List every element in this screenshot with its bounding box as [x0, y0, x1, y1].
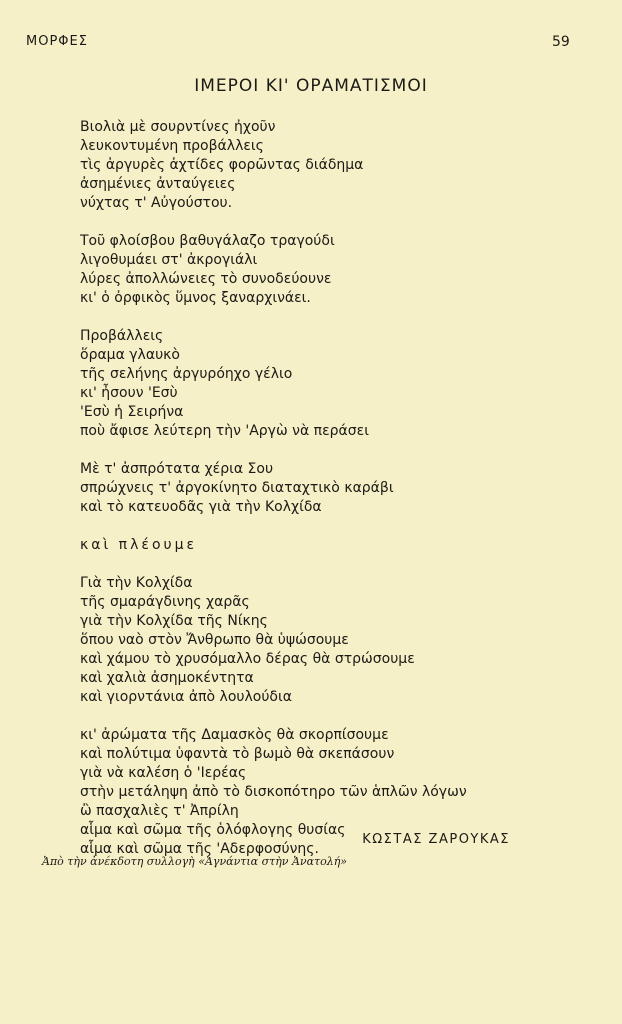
poem-line: νύχτας τ' Αὐγούστου. [80, 195, 233, 211]
poem-line: καὶ χαλιὰ ἀσημοκέντητα [80, 670, 254, 686]
stanza [80, 574, 550, 707]
poem-line: καὶ πλέουμε [80, 537, 198, 553]
poem-line: καὶ γιορντάνια ἀπὸ λουλούδια [80, 689, 292, 705]
poem-line: λύρες ἀπολλώνειες τὸ συνοδεύουνε [80, 271, 332, 287]
poem-line: Βιολιὰ μὲ σουρντίνες ἠχοῦν [80, 119, 276, 135]
poem-line: αἷμα καὶ σῶμα τῆς 'Αδερφοσύνης. [80, 841, 319, 857]
poem-body [80, 118, 550, 859]
poem-line: τῆς σμαράγδινης χαρᾶς [80, 594, 250, 610]
stanza [80, 536, 550, 555]
poem-line: καὶ πολύτιμα ὑφαντὰ τὸ βωμὸ θὰ σκεπάσουν [80, 746, 395, 762]
poem-line: καὶ τὸ κατευοδᾶς γιὰ τὴν Κολχίδα [80, 499, 322, 515]
poem-line: 'Εσὺ ἡ Σειρήνα [80, 404, 184, 420]
poem-line: τῆς σελήνης ἀργυρόηχο γέλιο [80, 366, 293, 382]
poem-line: κι' ἦσουν 'Εσὺ [80, 385, 178, 401]
poem-line: ὅπου ναὸ στὸν Ἄνθρωπο θὰ ὑψώσουμε [80, 632, 349, 648]
poem-line: σπρώχνεις τ' ἀργοκίνητο διαταχτικὸ καράβι [80, 480, 394, 496]
poem-title: ΙΜΕΡΟΙ ΚΙ' ΟΡΑΜΑΤΙΣΜΟΙ [194, 76, 428, 96]
source-note: Ἀπὸ τὴν ἀνέκδοτη συλλογὴ «Ἀγνάντια στὴν Ἀνατολή» [42, 855, 348, 868]
stanza [80, 460, 550, 517]
author-signature: ΚΩΣΤΑΣ ΖΑΡΟΥΚΑΣ [362, 832, 510, 847]
page-number: 59 [552, 34, 570, 50]
poem-line: ποὺ ἄφισε λεύτερη τὴν 'Αργὼ νὰ περάσει [80, 423, 369, 439]
journal-name: ΜΟΡΦΕΣ [26, 34, 88, 49]
poem-line: Προβάλλεις [80, 328, 164, 344]
poem-line: γιὰ τὴν Κολχίδα τῆς Νίκης [80, 613, 268, 629]
poem-line: λιγοθυμάει στ' ἀκρογιάλι [80, 252, 258, 268]
stanza [80, 118, 550, 213]
poem-line: τὶς ἀργυρὲς ἀχτίδες φορῶντας διάδημα [80, 157, 364, 173]
poem-line: λευκοντυμένη προβάλλεις [80, 138, 264, 154]
poem-line: γιὰ νὰ καλέση ὁ 'Ιερέας [80, 765, 247, 781]
poem-line: Γιὰ τὴν Κολχίδα [80, 575, 193, 591]
stanza [80, 327, 550, 441]
poem-line: κι' ἀρώματα τῆς Δαμασκὸς θὰ σκορπίσουμε [80, 727, 389, 743]
poem-line: Τοῦ φλοίσβου βαθυγάλαζο τραγούδι [80, 233, 335, 249]
poem-line: ἀσημένιες ἀνταύγειες [80, 176, 236, 192]
poem-line: ὅραμα γλαυκὸ [80, 347, 180, 363]
poem-line: στὴν μετάληψη ἀπὸ τὸ δισκοπότηρο τῶν ἁπλῶν λόγων [80, 784, 467, 800]
poem-line: ὢ πασχαλιὲς τ' Ἀπρίλη [80, 803, 239, 819]
poem-line: καὶ χάμου τὸ χρυσόμαλλο δέρας θὰ στρώσουμε [80, 651, 415, 667]
poem-line: κι' ὁ ὀρφικὸς ὕμνος ξαναρχινάει. [80, 290, 311, 306]
poem-line: Μὲ τ' ἀσπρότατα χέρια Σου [80, 461, 274, 477]
stanza [80, 232, 550, 308]
poem-line: αἷμα καὶ σῶμα τῆς ὁλόφλογης θυσίας [80, 822, 346, 838]
